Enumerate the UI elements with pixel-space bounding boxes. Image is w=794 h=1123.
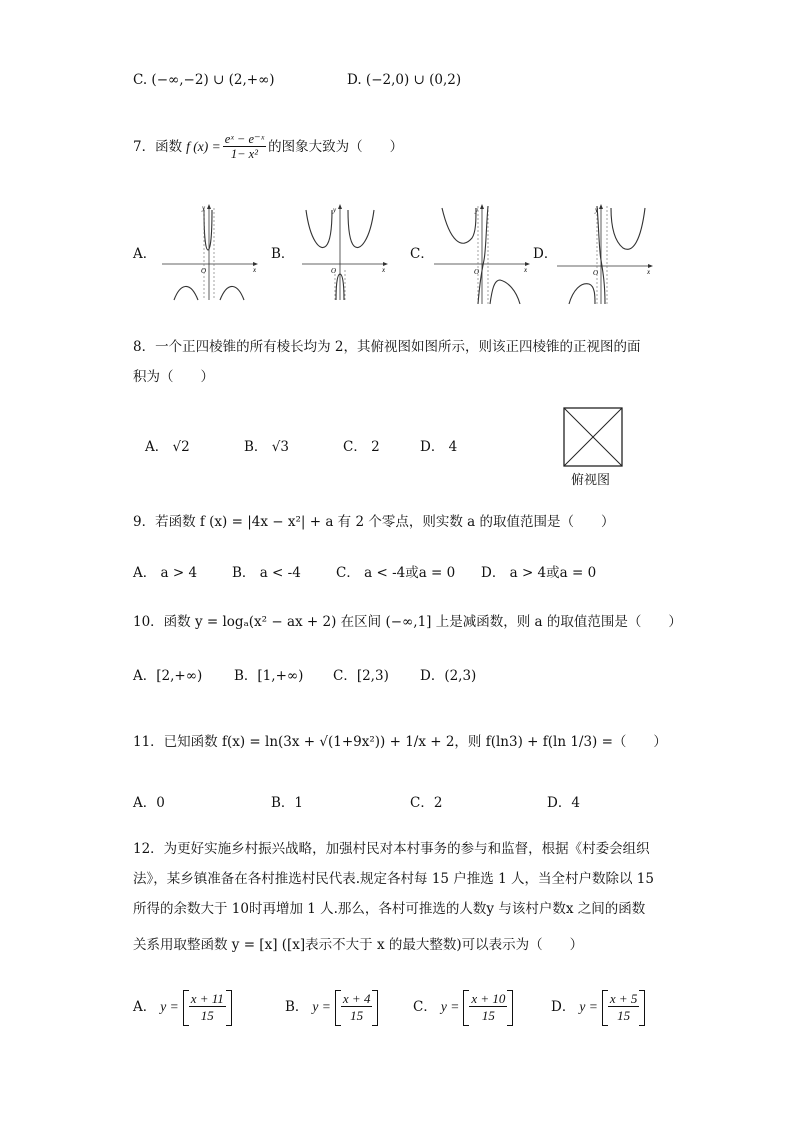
curve-right	[220, 286, 244, 300]
q7-denominator: 1− x²	[230, 147, 258, 161]
q7-numerator: eˣ − e⁻ˣ	[224, 132, 265, 146]
axis-y-label: y	[202, 204, 206, 212]
q7-label-c: C．	[410, 246, 434, 262]
q8-caption: 俯视图	[571, 473, 611, 488]
floor-fraction	[602, 990, 646, 1024]
option-label: C．	[413, 999, 437, 1015]
origin-label: O	[331, 267, 337, 275]
axis-x-label: x	[382, 266, 386, 274]
q7-graph-b	[300, 200, 390, 302]
q7-func: f (x) =	[186, 138, 221, 154]
q10-option-a: A．[2,+∞)	[133, 668, 203, 684]
curve-right	[611, 208, 645, 249]
axis-y-label: y	[333, 206, 337, 214]
q12-option-d	[551, 990, 645, 1024]
q7-prefix: 7．函数	[133, 138, 183, 155]
origin-label: O	[474, 268, 480, 276]
curve-middle	[478, 206, 488, 304]
axis-y-label: y	[475, 206, 479, 214]
numerator: x + 11	[190, 991, 224, 1006]
q12-option-a	[133, 990, 232, 1024]
q9-option-d: D． a > 4或a = 0	[481, 565, 597, 581]
option-label: A．	[133, 999, 157, 1015]
curve-right	[490, 280, 520, 304]
floor-fraction	[463, 990, 513, 1024]
q9-option-a: A． a > 4	[133, 565, 198, 581]
q7-label-a: A．	[133, 246, 157, 262]
option-label: D．	[551, 999, 576, 1015]
origin-label: O	[201, 267, 207, 275]
q10-option-c: C．[2,3)	[333, 668, 389, 684]
q11-question: 11．已知函数 f(x) = ln(3x + √(1+9x²)) + 1/x + 2，则 f(ln3) + f(ln 1/3) =（ ）	[133, 734, 667, 750]
denominator: 15	[200, 1008, 214, 1023]
q12-line1: 12．为更好实施乡村振兴战略，加强村民对本村事务的参与和监督，根据《村委会组织	[133, 841, 650, 857]
q6-option-c: C. (−∞,−2) ∪ (2,+∞)	[133, 72, 275, 88]
axis-x-label: x	[524, 266, 528, 274]
curve-left	[174, 286, 198, 300]
q10-option-b: B．[1,+∞)	[234, 668, 304, 684]
curve-middle	[204, 210, 212, 250]
denominator: 15	[481, 1008, 495, 1023]
q11-option-c: C．2	[410, 795, 443, 811]
y-arrow	[338, 204, 342, 209]
q8-option-c: C． 2	[343, 439, 380, 455]
axis-y-label: y	[595, 206, 599, 214]
floor-fraction	[335, 990, 379, 1024]
option-lhs: y =	[440, 999, 460, 1014]
denominator: 15	[350, 1008, 364, 1023]
q8-option-b: B． √3	[244, 439, 289, 455]
q8-line1: 8．一个正四棱锥的所有棱长均为 2，其俯视图如图所示，则该正四棱锥的正视图的面	[133, 339, 641, 355]
q8-option-a: A． √2	[145, 439, 190, 455]
q7-fraction	[223, 132, 266, 161]
curve-left	[442, 208, 476, 243]
option-lhs: y =	[160, 999, 179, 1014]
numerator: x + 4	[342, 991, 371, 1006]
curve-left	[306, 210, 332, 248]
y-arrow	[207, 204, 211, 209]
q10-question: 10．函数 y = logₐ(x² − ax + 2) 在区间 (−∞,1] 上是减函数，则 a 的取值范围是（ ）	[133, 614, 682, 630]
q7-question	[133, 132, 403, 161]
option-lhs: y =	[579, 999, 598, 1014]
numerator: x + 5	[609, 991, 638, 1006]
q12-line3: 所得的余数大于 10时再增加 1 人.那么，各村可推选的人数y 与该村户数x 之间的函数	[133, 901, 646, 917]
q12-option-c	[413, 990, 513, 1024]
option-lhs: y =	[312, 999, 331, 1014]
q12-option-b	[285, 990, 378, 1024]
q7-graph-c	[432, 200, 532, 306]
q8-top-view-figure	[563, 407, 625, 469]
q7-graph-d	[555, 200, 655, 306]
axis-x-label: x	[647, 268, 651, 276]
q11-option-b: B．1	[271, 795, 304, 811]
option-label: B．	[285, 999, 309, 1015]
q9-question: 9．若函数 f (x) = |4x − x²| + a 有 2 个零点，则实数 a 的取值范围是（ ）	[133, 514, 615, 530]
q6-option-d: D. (−2,0) ∪ (0,2)	[347, 72, 462, 88]
q11-option-a: A．0	[133, 795, 165, 811]
q10-option-d: D．(2,3)	[420, 668, 477, 684]
q7-label-d: D．	[533, 246, 558, 262]
q12-line2: 法》，某乡镇准备在各村推选村民代表.规定各村每 15 户推选 1 人，当全村户数除以 15	[133, 871, 654, 887]
numerator: x + 10	[471, 991, 506, 1006]
q7-suffix: 的图象大致为（ ）	[268, 138, 404, 155]
q9-option-c: C． a < -4或a = 0	[336, 565, 456, 581]
y-arrow	[599, 204, 603, 209]
y-arrow	[480, 204, 484, 209]
denominator: 15	[617, 1008, 631, 1023]
axis-x-label: x	[253, 266, 257, 274]
q8-line2: 积为（ ）	[133, 369, 214, 385]
q7-graph-a	[160, 200, 260, 302]
origin-label: O	[593, 269, 599, 277]
q11-option-d: D．4	[547, 795, 580, 811]
q8-option-d: D． 4	[420, 439, 458, 455]
floor-fraction	[183, 990, 232, 1024]
q7-label-b: B．	[271, 246, 295, 262]
curve-left	[569, 284, 595, 304]
q9-option-b: B． a < -4	[232, 565, 301, 581]
q12-line4: 关系用取整函数 y = [x] ([x]表示不大于 x 的最大整数)可以表示为（ ）	[133, 937, 584, 953]
curve-right	[348, 210, 374, 248]
